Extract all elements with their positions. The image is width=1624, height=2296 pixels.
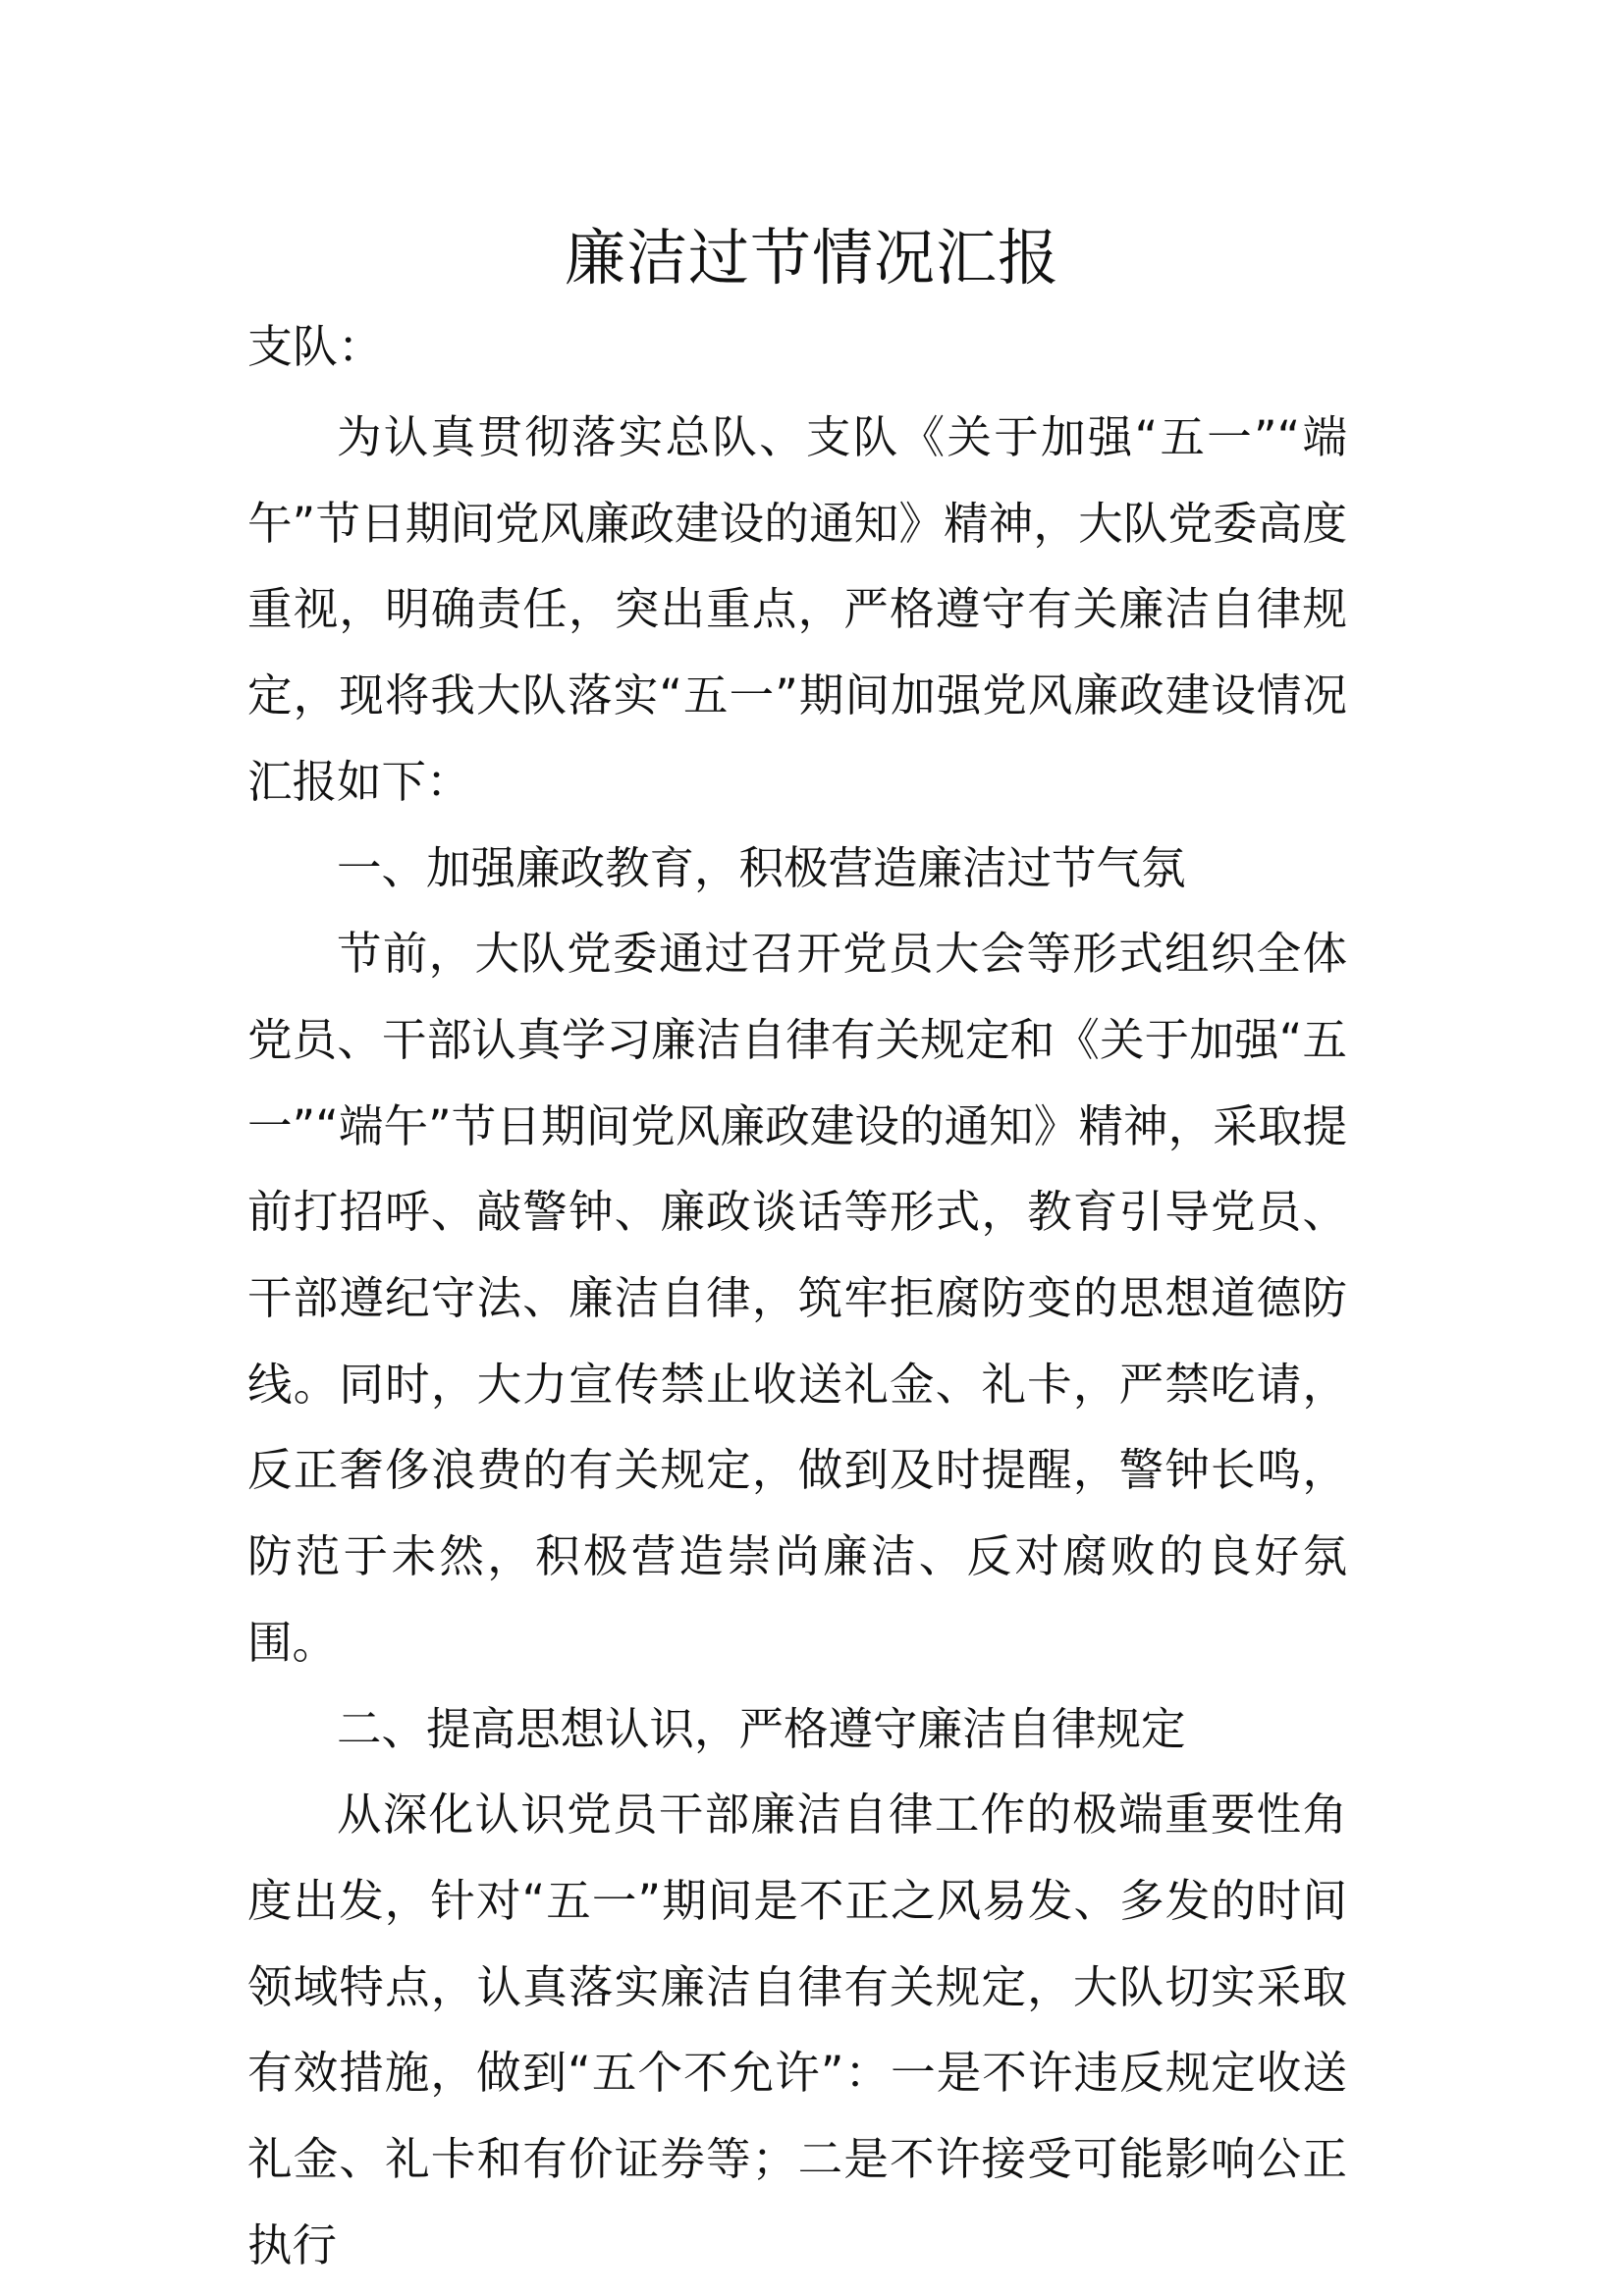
document-body xyxy=(247,395,1347,2288)
salutation: 支队： xyxy=(247,320,383,373)
intro-paragraph: 为认真贯彻落实总队、支队《关于加强“五一”“端午”节日期间党风廉政建设的通知》精神，大队党委高度重视，明确责任，突出重点，严格遵守有关廉洁自律规定，现将我大队落实“五一”期间加强党风廉政建设情况汇报如下： xyxy=(247,411,1347,808)
section-heading-2: 二、提高思想认识，严格遵守廉洁自律规定 xyxy=(337,1702,1186,1755)
section-2-paragraph: 从深化认识党员干部廉洁自律工作的极端重要性角度出发，针对“五一”期间是不正之风易发、多发的时间领域特点，认真落实廉洁自律有关规定，大队切实采取有效措施，做到“五个不允许”：一是不许违反规定收送礼金、礼卡和有价证券等；二是不许接受可能影响公正执行 xyxy=(247,1789,1347,2271)
section-1-paragraph: 节前，大队党委通过召开党员大会等形式组织全体党员、干部认真学习廉洁自律有关规定和《关于加强“五一”“端午”节日期间党风廉政建设的通知》精神，采取提前打招呼、敲警钟、廉政谈话等形式，教育引导党员、干部遵纪守法、廉洁自律，筑牢拒腐防变的思想道德防线。同时，大力宣传禁止收送礼金、礼卡，严禁吃请，反正奢侈浪费的有关规定，做到及时提醒，警钟长鸣，防范于未然，积极营造崇尚廉洁、反对腐败的良好氛围。 xyxy=(247,928,1347,1669)
section-heading-1: 一、加强廉政教育，积极营造廉洁过节气氛 xyxy=(337,841,1186,894)
document-title: 廉洁过节情况汇报 xyxy=(564,222,1059,294)
